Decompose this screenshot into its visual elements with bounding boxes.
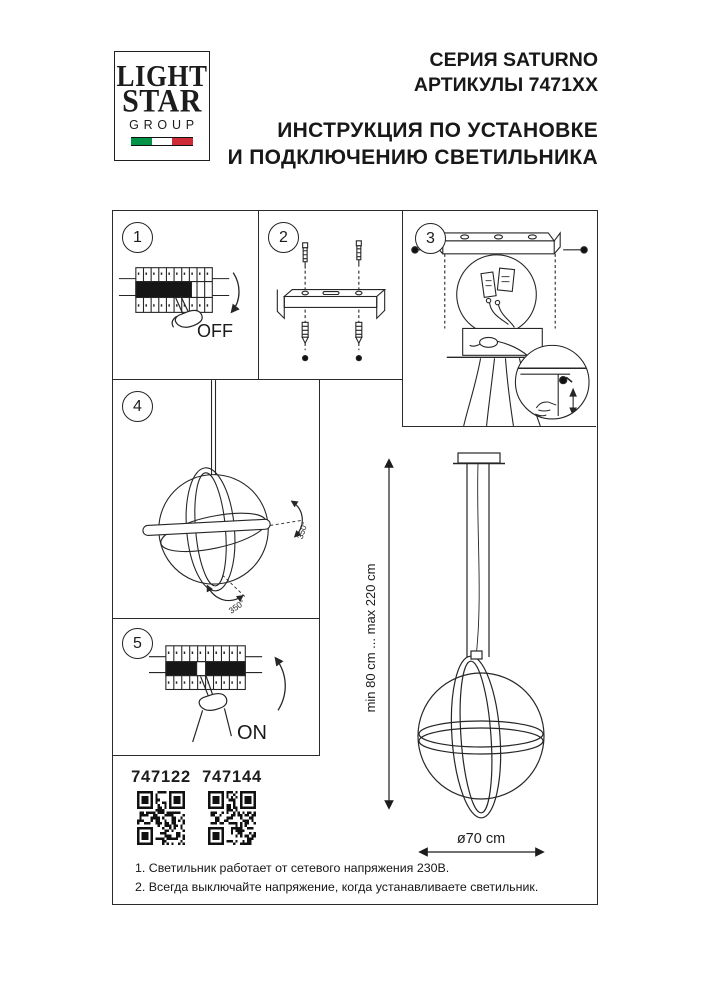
note-2: 2. Всегда выключайте напряжение, когда устанавливаете светильник. [135, 880, 539, 894]
qr-code-747122 [137, 791, 185, 845]
qr-code-747144 [208, 791, 256, 845]
height-dimension-label: min 80 cm ... max 220 cm [363, 563, 378, 713]
rotation-label-bottom: 350° [226, 597, 247, 616]
diagram-frame [112, 210, 598, 905]
step-2-badge: 2 [268, 222, 299, 253]
series-name: СЕРИЯ SATURNO [429, 49, 598, 71]
step-5-panel [113, 619, 320, 756]
logo-word-group: GROUP [129, 118, 199, 132]
step-4-panel [113, 380, 320, 619]
article-code-2: 747144 [202, 768, 262, 786]
logo-word-star: STAR [122, 83, 202, 120]
step-1-panel [113, 211, 259, 380]
series-header [414, 48, 598, 98]
step-5-badge: 5 [122, 628, 153, 659]
step-3-badge: 3 [415, 223, 446, 254]
step-2-panel [259, 211, 402, 380]
step-4-badge: 4 [122, 391, 153, 422]
article-range: АРТИКУЛЫ 7471ХХ [413, 74, 598, 96]
article-code-1: 747122 [131, 768, 191, 786]
off-label: OFF [197, 321, 233, 341]
note-1: 1. Светильник работает от сетевого напряжения 230В. [135, 861, 450, 875]
diameter-dimension-label: ø70 cm [456, 831, 506, 847]
step-3-panel [402, 211, 596, 427]
italian-flag-icon [131, 137, 193, 146]
lightstar-logo [114, 51, 210, 161]
logo-word-light: LIGHT [116, 59, 208, 93]
page-title: ИНСТРУКЦИЯ ПО УСТАНОВКЕ И ПОДКЛЮЧЕНИЮ СВЕТИЛЬНИКА [227, 119, 598, 169]
on-label: ON [237, 722, 267, 744]
pendant-lamp-dimension-drawing [343, 446, 599, 871]
rotation-label-top: 350° [294, 520, 310, 541]
step-1-badge: 1 [122, 222, 153, 253]
